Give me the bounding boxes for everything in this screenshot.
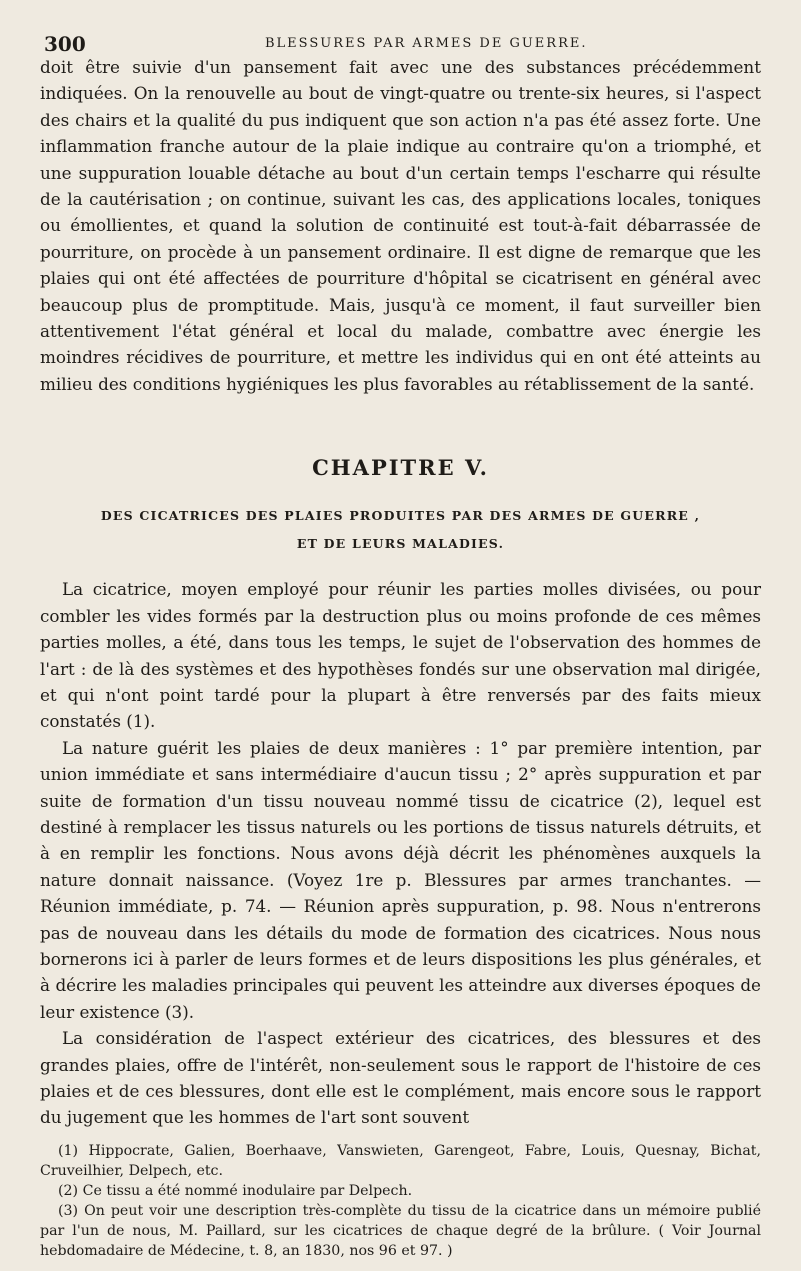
running-head [40,20,761,54]
chapter-heading: CHAPITRE V. [312,455,489,481]
running-title: BLESSURES PAR ARMES DE GUERRE. [265,36,588,51]
footnote: (3) On peut voir une description très-complète du tissu de la cicatrice dans un mémoire publié par l'un de nous, M. Paillard, sur les cicatrices de chaque degré de la brûlure. ( Voir Journal hebdomadaire de Médecine, t. 8, an 1830, nos 96 et 97. ) [40,1202,761,1259]
body-paragraph: La nature guérit les plaies de deux manières : 1° par première intention, par union immédiate et sans intermédiaire d'aucun tissu ; 2° après suppuration et par suite de formation d'un tissu nouveau nommé tissu de cicatrice (2), lequel est destiné à remplacer les tissus naturels ou les portions de tissus naturels détruits, et à en remplir les fonctions. Nous avons déjà décrit les phénomènes auxquels la nature donnait naissance. (Voyez 1re p. Blessures par armes tranchantes. — Réunion immédiate, p. 74. — Réunion après suppuration, p. 98. Nous n'entrerons pas de nouveau dans les détails du mode de formation des cicatrices. Nous nous bornerons ici à parler de leurs formes et de leurs dispositions les plus générales, et à décrire les maladies principales qui peuvent les atteindre aux diverses époques de leur existence (3). [40,737,761,1022]
chapter-subtitle-line2: ET DE LEURS MALADIES. [296,536,505,552]
page-number: 300 [44,32,86,56]
chapter-subtitle [40,502,761,558]
footnote: (1) Hippocrate, Galien, Boerhaave, Vanswieten, Garengeot, Fabre, Louis, Quesnay, Bichat, Cruveilhier, Delpech, etc. [40,1142,761,1179]
intro-paragraph: doit être suivie d'un pansement fait avec une des substances précédemment indiquées. On la renouvelle au bout de vingt-quatre ou trente-six heures, si l'aspect des chairs et la qualité du pus indiquent que son action n'a pas été assez forte. Une inflammation franche autour de la plaie indique au contraire qu'on a triomphé, et une suppuration louable détache au bout d'un certain temps l'escharre qui résulte de la cautérisation ; on continue, suivant les cas, des applications locales, toniques ou émollientes, et quand la solution de continuité est tout-à-fait débarrassée de pourriture, on procède à un pansement ordinaire. Il est digne de remarque que les plaies qui ont été affectées de pourriture d'hôpital se cicatrisent en général avec beaucoup plus de promptitude. Mais, jusqu'à ce moment, il faut surveiller bien attentivement l'état général et local du malade, combattre avec énergie les moindres récidives de pourriture, et mettre les individus qui en ont été atteints au milieu des conditions hygiéniques les plus favorables au rétablissement de la santé. [40,57,761,394]
chapter-subtitle-line1: DES CICATRICES DES PLAIES PRODUITES PAR DES ARMES DE GUERRE , [100,508,701,524]
footnotes [40,1141,761,1261]
body-paragraph: La considération de l'aspect extérieur des cicatrices, des blessures et des grandes plaies, offre de l'intérêt, non-seulement sous le rapport de l'histoire de ces plaies et de ces blessures, dont elle est le complément, mais encore sous le rapport du jugement que les hommes de l'art sont souvent [40,1028,761,1128]
body-paragraph: La cicatrice, moyen employé pour réunir les parties molles divisées, ou pour combler les vides formés par la destruction plus ou moins profonde de ces mêmes parties molles, a été, dans tous les temps, le sujet de l'observation des hommes de l'art : de là des systèmes et des hypothèses fondés sur une observation mal dirigée, et qui n'ont point tardé pour la plupart à être renversés par des faits mieux constatés (1). [40,579,761,732]
footnote: (2) Ce tissu a été nommé inodulaire par Delpech. [58,1182,413,1199]
